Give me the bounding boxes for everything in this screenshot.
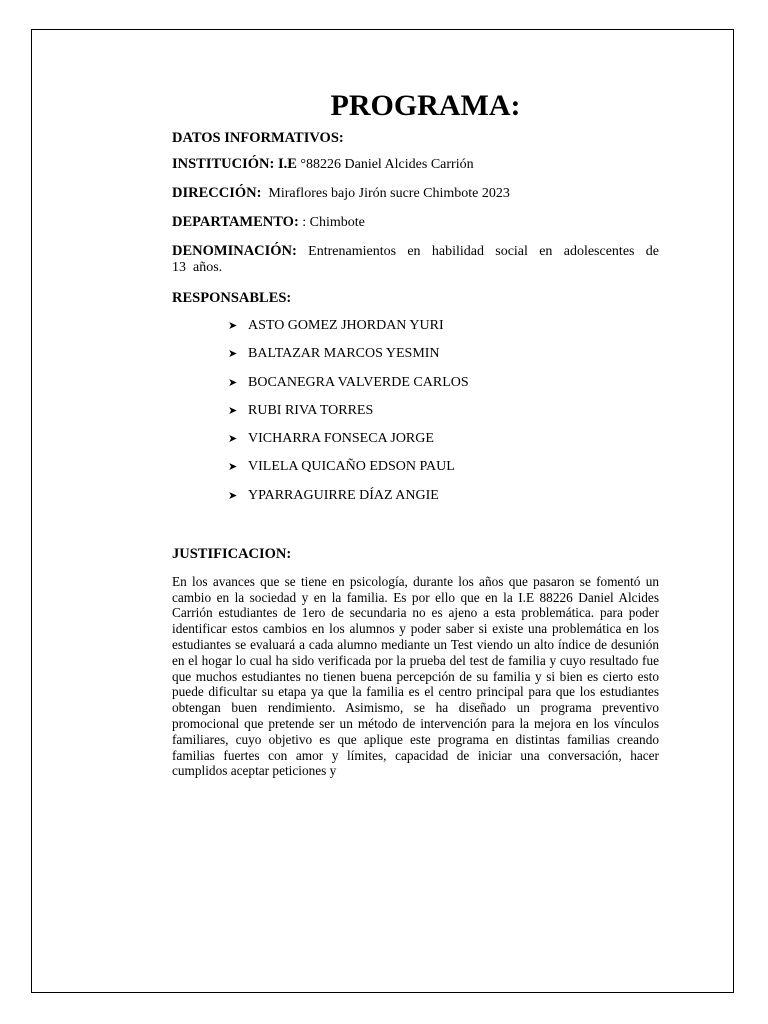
list-item [228,403,659,419]
list-item [228,431,659,447]
responsable-name: YPARRAGUIRRE DÍAZ ANGIE [248,487,439,503]
justificacion-paragraph: En los avances que se tiene en psicología, durante los años que pasaron se fomentó un cambio en la sociedad y en la familia. Es por ello que en la I.E 88226 Daniel Alcides Carrión estudiantes de 1ero de secundaria no es ajeno a esta problemática. para poder identificar estos cambios en los alumnos y poder saber si existe una problemática en los estudiantes se evaluará a cada alumno mediante un Test viendo un alto índice de desunión en el hogar lo cual ha sido verificada por la prueba del test de familia y cuyo resultado fue que muchos estudiantes no tienen buena percepción de su familia y si bien es cierto esto puede dificultar su etapa ya que la familia es el centro principal para que los estudiantes obtengan buen rendimiento. Asimismo, se ha diseñado un programa preventivo promocional que pretende ser un método de intervención para la mejora en los vínculos familiares, cuyo objetivo es que aplique este programa en distintas familias creando familias fuertes con amor y límites, capacidad de iniciar una conversación, hacer cumplidos aceptar peticiones y [172,573,659,779]
denominacion-value-line2: 13 años. [172,260,223,275]
direccion-label: DIRECCIÓN: [172,185,262,201]
denominacion-label: DENOMINACIÓN: [172,243,297,259]
list-item [228,459,659,475]
arrow-bullet-icon: ➤ [228,461,238,474]
arrow-bullet-icon: ➤ [228,489,238,502]
institucion-line [172,156,659,173]
responsables-list [172,318,659,504]
denominacion-line [172,243,659,276]
arrow-bullet-icon: ➤ [228,433,238,446]
departamento-label: DEPARTAMENTO: [172,214,299,230]
list-item [228,488,659,504]
departamento-line [172,214,659,231]
departamento-value: : Chimbote [302,215,365,230]
responsable-name: VICHARRA FONSECA JORGE [248,431,434,447]
list-item [228,346,659,362]
list-item [228,318,659,334]
denominacion-first-line [172,243,659,260]
arrow-bullet-icon: ➤ [228,348,238,361]
responsable-name: BOCANEGRA VALVERDE CARLOS [248,374,469,390]
justificacion-heading: JUSTIFICACION: [172,545,292,562]
responsable-name: ASTO GOMEZ JHORDAN YURI [248,318,444,333]
institucion-label: INSTITUCIÓN: I.E [172,156,297,172]
arrow-bullet-icon: ➤ [228,404,238,417]
responsable-name: VILELA QUICAÑO EDSON PAUL [248,459,455,475]
responsables-heading: RESPONSABLES: [172,290,292,306]
document-content [172,86,659,779]
responsable-name: RUBI RIVA TORRES [248,402,374,418]
list-item [228,375,659,391]
institucion-value: °88226 Daniel Alcides Carrión [300,157,474,172]
datos-informativos-heading: DATOS INFORMATIVOS: [172,130,344,146]
denominacion-value-line1: Entrenamientos en habilidad social en adolescentes de [308,244,659,259]
arrow-bullet-icon: ➤ [228,320,238,332]
arrow-bullet-icon: ➤ [228,376,238,389]
page-title: PROGRAMA: [330,89,521,122]
direccion-value: Miraflores bajo Jirón sucre Chimbote 2023 [268,186,510,201]
direccion-line [172,185,659,202]
responsable-name: BALTAZAR MARCOS YESMIN [248,346,440,362]
